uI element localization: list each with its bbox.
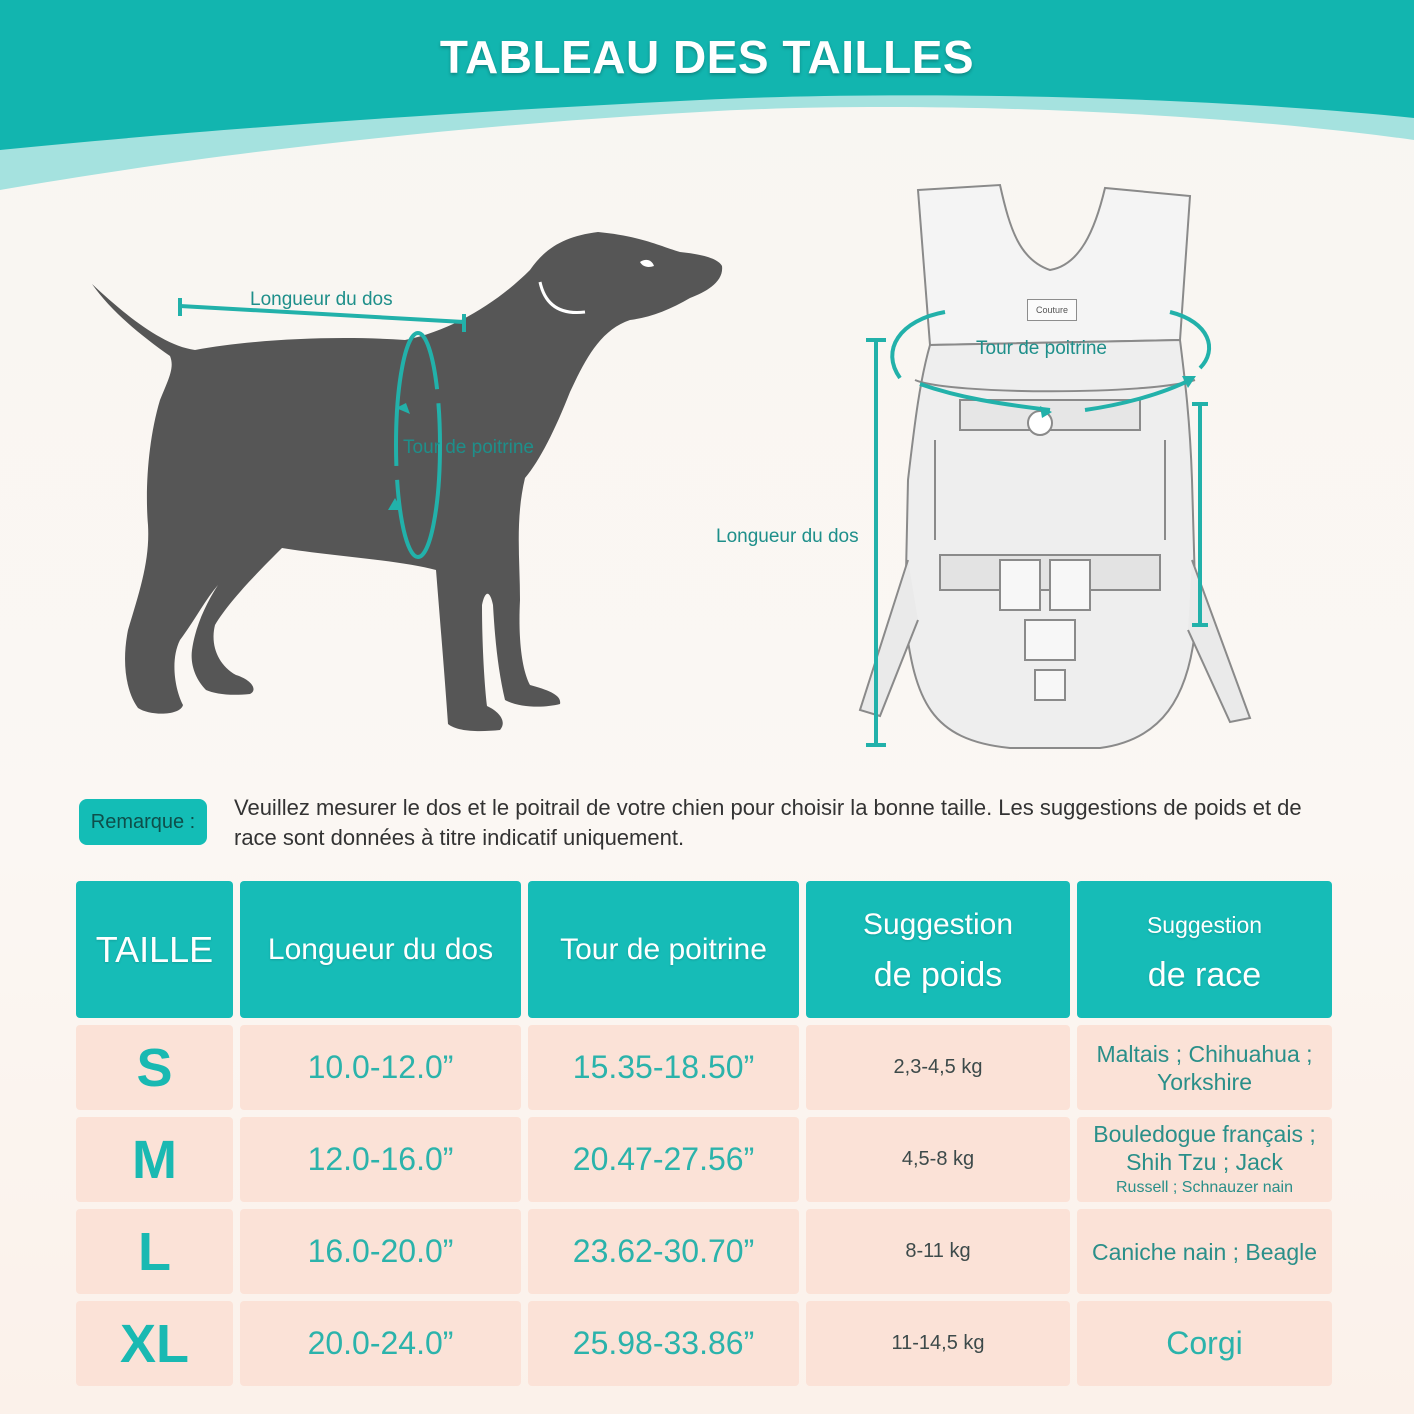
dog-chest-label: Tour de poitrine [403, 437, 534, 458]
header-weight [806, 881, 1070, 1018]
header-breed [1077, 881, 1332, 1018]
header-weight-line1: Suggestion [862, 907, 1014, 941]
table-row-weight: 8-11 kg [806, 1209, 1070, 1294]
table-row-chest: 23.62-30.70” [528, 1209, 799, 1294]
page-title: TABLEAU DES TAILLES [439, 31, 975, 83]
table-row-back: 10.0-12.0” [240, 1025, 521, 1110]
bag-back-label: Longueur du dos [716, 526, 859, 547]
breed-text-small: Russell ; Schnauzer nain [1116, 1178, 1293, 1196]
bag-tag: Couture [1027, 299, 1077, 321]
bag-chest-label: Tour de poitrine [976, 338, 1107, 359]
table-row-back: 12.0-16.0” [240, 1117, 521, 1202]
table-row-weight: 2,3-4,5 kg [806, 1025, 1070, 1110]
dog-back-label: Longueur du dos [250, 289, 393, 310]
table-row-back: 16.0-20.0” [240, 1209, 521, 1294]
header-weight-line2: de poids [873, 955, 1003, 994]
backpack-drawing [860, 185, 1250, 748]
table-row-size: L [76, 1209, 233, 1294]
breed-text: Bouledogue français ; Shih Tzu ; Jack [1093, 1120, 1316, 1175]
table-row-weight: 4,5-8 kg [806, 1117, 1070, 1202]
remark-badge: Remarque : [79, 799, 207, 845]
table-row-size: XL [76, 1301, 233, 1386]
header-breed-line2: de race [1147, 955, 1262, 994]
header-back-length: Longueur du dos [240, 881, 521, 1018]
table-row-breed: Maltais ; Chihuahua ; Yorkshire [1077, 1025, 1332, 1110]
table-row-chest: 15.35-18.50” [528, 1025, 799, 1110]
header-breed-line1: Suggestion [1146, 911, 1263, 938]
header-chest: Tour de poitrine [528, 881, 799, 1018]
table-row-breed: Corgi [1077, 1301, 1332, 1386]
header-size: TAILLE [76, 881, 233, 1018]
table-row-chest: 25.98-33.86” [528, 1301, 799, 1386]
table-row-weight: 11-14,5 kg [806, 1301, 1070, 1386]
remark-text: Veuillez mesurer le dos et le poitrail de votre chien pour choisir la bonne taille. Les suggestions de poids et de race sont données à titre indicatif uniquement. [234, 795, 1302, 850]
table-row-back: 20.0-24.0” [240, 1301, 521, 1386]
table-row-breed: Caniche nain ; Beagle [1077, 1209, 1332, 1294]
table-row-size: S [76, 1025, 233, 1110]
table-row-breed [1077, 1117, 1332, 1202]
table-row-chest: 20.47-27.56” [528, 1117, 799, 1202]
table-row-size: M [76, 1117, 233, 1202]
